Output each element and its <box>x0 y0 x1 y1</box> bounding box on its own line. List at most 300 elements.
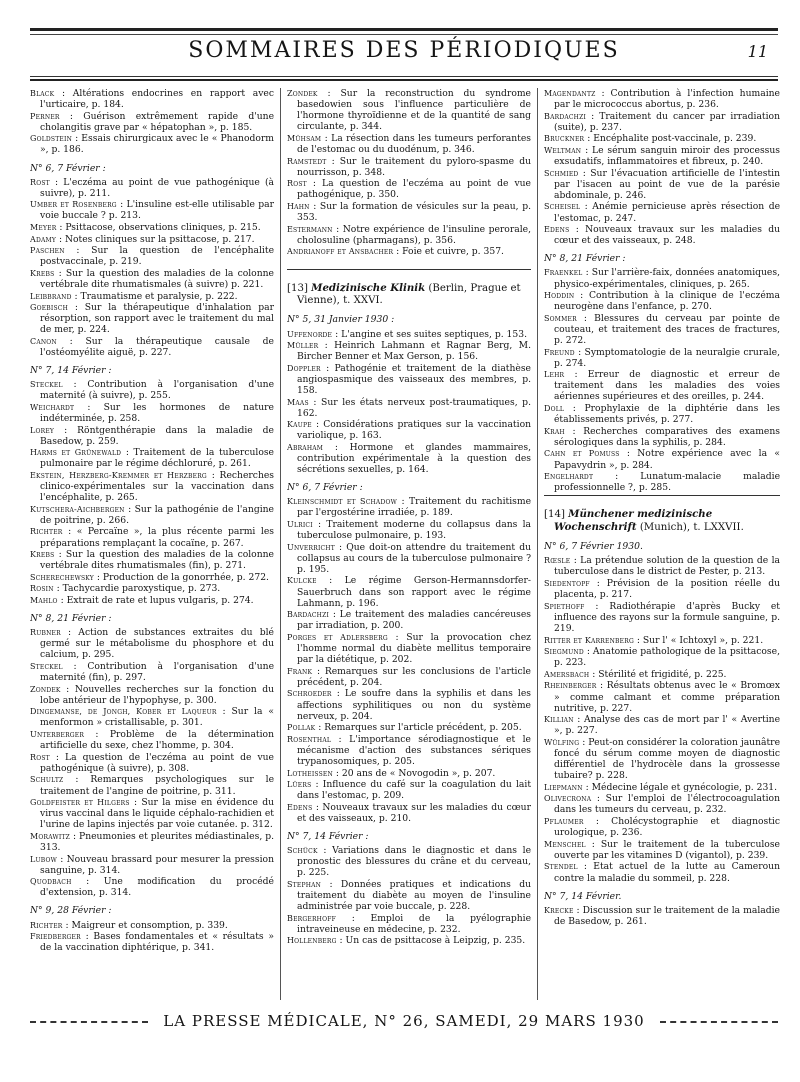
entry-author: Weichardt <box>30 402 75 412</box>
entry-text: : Encéphalite post-vaccinale, p. 239. <box>587 133 757 145</box>
index-entry <box>30 729 274 751</box>
issue-heading: N° 9, 28 Février : <box>30 905 112 917</box>
index-entry <box>544 861 780 883</box>
entry-author: Schultz <box>30 775 64 785</box>
entry-text: : Sur la pathogénie de l'angine de poitrine, p. 266. <box>40 503 274 526</box>
page-header <box>30 36 778 74</box>
index-entry <box>30 931 274 953</box>
entry-author: Perner <box>30 111 60 121</box>
entry-author: Pollak <box>287 723 316 733</box>
index-entry <box>287 224 531 246</box>
index-entry <box>30 526 274 548</box>
index-entry <box>287 397 531 419</box>
entry-text: : Sur la question de l'encéphalite postvaccinale, p. 219. <box>40 245 274 268</box>
index-entry <box>544 555 780 577</box>
index-entry <box>544 680 780 713</box>
issue-heading: N° 8, 21 Février : <box>544 253 626 265</box>
entry-author: Mühsam <box>287 133 322 143</box>
entry-author: Pflaumer <box>544 817 584 827</box>
entry-author: Richter <box>30 920 63 930</box>
index-entry <box>287 879 531 912</box>
index-entry <box>30 854 274 876</box>
entry-text: : Röntgenthérapie dans la maladie de Basedow, p. 259. <box>40 424 274 447</box>
entry-text: : Pneumonies et pleurites médiastinales, p. 313. <box>40 830 274 853</box>
entry-author: Goebisch <box>30 303 69 313</box>
entry-text: : Sur les états nerveux post-traumatiques, p. 162. <box>297 396 531 419</box>
entry-text: : Psittacose, observations cliniques, p. 215. <box>59 222 261 234</box>
issue-heading: N° 7, 14 Février : <box>30 365 112 377</box>
entry-text: : Notre expérience de l'insuline perorale, cholosuline (pharmagans), p. 356. <box>297 223 531 246</box>
entry-author: Killian <box>544 715 574 725</box>
index-entry <box>544 635 780 646</box>
entry-author: Bergerhoff <box>287 913 336 923</box>
entry-text: : Prophylaxie de la diphtérie dans les établissements privés, p. 277. <box>554 403 780 426</box>
entry-text: : Remarques psychologiques sur le traitement de l'angine de poitrine, p. 311. <box>40 774 274 797</box>
entry-text: : Heinrich Lahmann et Ragnar Berg, M. Bircher Benner et Max Gerson, p. 156. <box>297 340 531 363</box>
index-entry <box>30 504 274 526</box>
index-entry <box>30 583 274 594</box>
entry-text: : La résection dans les tumeurs perforantes de l'estomac ou du duodénum, p. 346. <box>297 132 531 155</box>
entry-text: : Sur la provocation chez l'homme normal du diabète mellitus temporaire par la diététique, p. 202. <box>297 631 531 666</box>
header-bottom-rule <box>30 76 778 77</box>
index-entry <box>287 575 531 608</box>
entry-text: : Contribution à l'organisation d'une maternité (fin), p. 297. <box>40 661 274 684</box>
index-entry <box>287 133 531 155</box>
index-entry <box>544 782 780 793</box>
index-entry <box>30 402 274 424</box>
entry-author: Ritter et Karrenberg <box>544 635 634 645</box>
entry-author: Unverricht <box>287 542 335 552</box>
entry-text: : « Percaïne », la plus récente parmi les préparations remplaçant la cocaïne, p. 267. <box>40 526 274 549</box>
entry-author: Estermann <box>287 224 333 234</box>
entry-text: : Traitement moderne du collapsus dans la tuberculose pulmonaire, p. 193. <box>297 519 531 542</box>
index-entry <box>544 737 780 781</box>
issue-heading: N° 5, 31 Janvier 1930 : <box>287 314 395 326</box>
index-entry <box>287 722 531 733</box>
entry-author: Scherechewsky <box>30 572 94 582</box>
entry-author: Zondek <box>287 89 318 98</box>
journal-details: (Berlin, Prague et Vienne), t. XXVI. <box>297 283 521 307</box>
entry-text: : Notre expérience avec la « Papavydrin », p. 284. <box>554 448 780 471</box>
entry-author: Doll <box>544 404 565 414</box>
entry-author: Schroeder <box>287 689 332 699</box>
index-entry <box>544 426 780 448</box>
entry-text: : Lunatum-malacie maladie professionnelle ?, p. 285. <box>554 471 780 494</box>
entry-text: : Foie et cuivre, p. 357. <box>396 246 504 258</box>
index-entry <box>30 595 274 606</box>
entry-text: : Bases fondamentales et « résultats » de la vaccination diphtérique, p. 341. <box>40 931 274 954</box>
entry-author: Schmied <box>544 168 579 178</box>
column-3 <box>544 88 780 1004</box>
entry-text: : Un cas de psittacose à Leipzig, p. 235. <box>339 935 526 947</box>
entry-text: : Influence du café sur la coagulation du lait dans l'estomac, p. 209. <box>297 779 531 802</box>
entry-author: Rubner <box>30 628 61 638</box>
entry-author: Rheinberger <box>544 681 597 691</box>
section-rule <box>287 269 531 270</box>
entry-text: : Anémie pernicieuse après résection de l'estomac, p. 247. <box>554 201 780 224</box>
index-entry <box>30 706 274 728</box>
entry-author: Kaupe <box>287 420 312 430</box>
entry-text: : Erreur de diagnostic et erreur de traitement dans les maladies des voies aériennes supérieures et des oreilles, p. 244. <box>554 369 780 403</box>
page-footer <box>30 1010 778 1036</box>
entry-text: : Action de substances extraites du blé germé sur le métabolisme du phosphore et du calcium, p. 295. <box>40 627 274 661</box>
entry-author: Goldfeister et Hilgers <box>30 798 130 808</box>
index-entry <box>30 684 274 706</box>
journal-name: Medizinische Klinik <box>311 282 426 295</box>
entry-text: : Sur l' « Ichtoxyl », p. 221. <box>636 634 764 646</box>
entry-text: : Prévision de la position réelle du placenta, p. 217. <box>554 578 780 601</box>
index-entry <box>287 845 531 878</box>
entry-author: Hoddin <box>544 291 575 301</box>
entry-author: Umber et Rosenberg <box>30 200 117 210</box>
index-entry <box>30 234 274 245</box>
index-entry <box>30 336 274 358</box>
entry-author: Krecke <box>544 905 574 915</box>
entry-author: Menschel <box>544 839 586 849</box>
entry-text: : Maigreur et consomption, p. 339. <box>65 919 228 931</box>
entry-author: Kleinschmidt et Schadow <box>287 497 397 507</box>
index-entry <box>30 133 274 155</box>
index-entry <box>287 178 531 200</box>
index-entry <box>544 88 780 110</box>
entry-text: : Sur la mise en évidence du virus vaccinal dans le liquide céphalo-rachidien et l'urine de lapins injectés par voie cutanée. p. 312. <box>40 797 274 831</box>
entry-text: : Sur l'arrière-faix, données anatomiques, physico-expérimentales, cliniques, p. 265. <box>554 267 780 290</box>
entry-text: : Notes cliniques sur la psittacose, p. 217. <box>58 233 255 245</box>
index-entry <box>287 246 531 257</box>
entry-text: : Recherches clinico-expérimentales sur la vaccination dans l'encéphalite, p. 265. <box>40 470 274 504</box>
entry-text: : Anatomie pathologique de la psittacose, p. 223. <box>554 646 780 669</box>
index-entry <box>30 876 274 898</box>
index-entry <box>287 88 531 132</box>
entry-text: : La prétendue solution de la question de la tuberculose dans le district de Pester, p. 213. <box>554 555 780 578</box>
entry-text: : Tachycardie paroxystique, p. 273. <box>56 583 221 595</box>
entry-author: Paschen <box>30 246 65 256</box>
index-entry <box>287 340 531 362</box>
entry-text: : Contribution à l'infection humaine par le micrococcus abortus, p. 236. <box>554 88 780 111</box>
entry-text: : Symptomatologie de la neuralgie crurale, p. 274. <box>554 346 780 369</box>
entry-text: : Pathogénie et traitement de la diathèse angiospasmique des vaisseaux des membres, p. 158. <box>297 362 531 396</box>
issue-heading: N° 6, 7 Février : <box>287 482 363 494</box>
entry-author: Scheisel <box>544 202 581 212</box>
entry-text: : Le régime Gerson-Hermannsdorfer-Sauerbruch dans son rapport avec le régime Lahmann, p. 196. <box>297 575 531 609</box>
index-entry <box>30 245 274 267</box>
entry-text: : Sur l'emploi de l'électrocoagulation dans les tumeurs du cerveau, p. 232. <box>554 793 780 816</box>
entry-text: : Nouveau brassard pour mesurer la pression sanguine, p. 314. <box>40 853 274 876</box>
entry-author: Rosenthal <box>287 734 332 744</box>
entry-author: Ramstedt <box>287 156 327 166</box>
entry-author: Siedentopf <box>544 579 590 589</box>
index-entry <box>544 669 780 680</box>
entry-text: : L'insuline est-elle utilisable par voie buccale ? p. 213. <box>40 199 274 222</box>
entry-text: : La question de l'eczéma au point de vue pathogénique, p. 350. <box>297 178 531 201</box>
index-entry <box>287 496 531 518</box>
entry-author: Rost <box>287 179 307 189</box>
index-entry <box>287 442 531 475</box>
entry-text: : Le traitement des maladies cancéreuses par irradiation, p. 200. <box>297 609 531 632</box>
entry-text: : Contribution à l'organisation d'une maternité (à suivre), p. 255. <box>40 379 274 402</box>
index-entry <box>544 168 780 201</box>
entry-author: Edens <box>544 225 570 235</box>
entry-text: : L'angine et ses suites septiques, p. 153. <box>335 328 527 340</box>
entry-author: Müller <box>287 341 319 351</box>
index-entry <box>30 88 274 110</box>
entry-author: Edens <box>287 802 313 812</box>
entry-author: Magendantz <box>544 89 596 98</box>
index-entry <box>287 363 531 396</box>
index-entry <box>30 774 274 796</box>
index-entry <box>287 201 531 223</box>
journal-title <box>544 508 780 534</box>
entry-text: : Que doit-on attendre du traitement du collapsus au cours de la tuberculose pulmonaire ? p. 195. <box>297 541 531 575</box>
entry-author: Porges et Adlersberg <box>287 632 388 642</box>
index-entry <box>544 133 780 144</box>
index-entry <box>287 768 531 779</box>
entry-author: Richter <box>30 527 63 537</box>
entry-author: Goldstein <box>30 134 73 144</box>
index-entry <box>30 549 274 571</box>
entry-author: Frank <box>287 666 313 676</box>
index-entry <box>287 666 531 688</box>
entry-author: Cahn et Pomuss <box>544 449 620 459</box>
entry-author: Hollenberg <box>287 936 337 946</box>
entry-text: : Médecine légale et gynécologie, p. 231. <box>585 781 778 793</box>
index-entry <box>544 905 780 927</box>
entry-author: Bardachzi <box>287 610 330 620</box>
column-divider <box>537 88 538 1000</box>
entry-author: Spiethoff <box>544 601 585 611</box>
journal-number: [13] <box>287 283 308 295</box>
entry-text: : Traitement du cancer par irradiation (suite), p. 237. <box>554 110 780 133</box>
entry-text: : Etat actuel de la lutte au Cameroun contre la maladie du sommeil, p. 228. <box>554 861 780 884</box>
entry-text: : Traumatisme et paralysie, p. 222. <box>74 290 238 302</box>
index-entry <box>30 831 274 853</box>
entry-text: : L'importance sérodiagnostique et le mécanisme d'action des substances sériques trypanosomiques, p. 205. <box>297 733 531 767</box>
entry-text: : Emploi de la pyélographie intraveineuse en médecine, p. 232. <box>297 912 531 935</box>
index-entry <box>30 572 274 583</box>
entry-text: : Le soufre dans la syphilis et dans les affections syphilitiques ou non du système nerveux, p. 204. <box>297 688 531 722</box>
entry-author: Morawitz <box>30 831 71 841</box>
entry-text: : Problème de la détermination artificielle du sexe, chez l'homme, p. 304. <box>40 729 274 752</box>
entry-text: : Sur la question des maladies de la colonne vertébrale dites rhumatismales (fin), p. 271. <box>40 549 274 572</box>
entry-author: Quodbach <box>30 877 72 887</box>
header-bottom-rule-thick <box>30 79 778 81</box>
entry-author: Olivecrona <box>544 794 592 804</box>
page-number: 11 <box>747 42 768 61</box>
entry-text: : Essais chirurgicaux avec le « Phanodorm », p. 186. <box>40 133 274 156</box>
index-entry <box>544 145 780 167</box>
entry-author: Steckel <box>30 380 63 390</box>
entry-author: Krah <box>544 426 565 436</box>
entry-author: Schück <box>287 846 318 856</box>
entry-author: Stephan <box>287 879 322 889</box>
entry-author: Unterberger <box>30 730 85 740</box>
section-rule <box>544 495 780 496</box>
entry-author: Mahlo <box>30 596 58 606</box>
index-entry <box>30 447 274 469</box>
entry-author: Dingemanse, de Jongh, Kober et Laqueur <box>30 707 217 717</box>
entry-text: : Sur la thérapeutique d'inhalation par résorption, son rapport avec le traitement du mal de mer, p. 224. <box>40 302 274 336</box>
journal-name: Münchener medizinische Wochenschrift <box>554 508 713 534</box>
entry-author: Doppler <box>287 363 321 373</box>
entry-author: Rost <box>30 177 50 187</box>
entry-author: Weltman <box>544 145 582 155</box>
entry-author: Ekstein, Herzberg-Kremmer et Herzberg <box>30 471 207 480</box>
journal-number: [14] <box>544 509 565 521</box>
entry-author: Andrianoff et Ansbacher <box>287 247 394 257</box>
entry-text: : Nouveaux travaux sur les maladies du cœur et des vaisseaux, p. 248. <box>554 224 780 247</box>
index-entry <box>287 419 531 441</box>
index-entry <box>544 448 780 470</box>
entry-author: Freund <box>544 347 575 357</box>
entry-text: : Remarques sur les conclusions de l'article précédent, p. 204. <box>297 665 531 688</box>
index-entry <box>544 224 780 246</box>
entry-author: Lüers <box>287 780 312 790</box>
index-entry <box>544 471 780 493</box>
index-entry <box>30 222 274 233</box>
entry-text: : Blessures du cerveau par pointe de couteau, et traitement des traces de fractures, p. 272. <box>554 312 780 346</box>
index-entry <box>30 752 274 774</box>
index-entry <box>287 329 531 340</box>
column-2 <box>287 88 531 1004</box>
index-entry <box>30 302 274 335</box>
entry-text: : Production de la gonorrhée, p. 272. <box>96 571 269 583</box>
entry-author: Abraham <box>287 442 324 452</box>
header-rule-thick <box>30 28 778 31</box>
entry-text: : Extrait de rate et lupus vulgaris, p. 274. <box>60 595 254 607</box>
entry-author: Stendel <box>544 862 578 872</box>
entry-text: : Altérations endocrines en rapport avec l'urticaire, p. 184. <box>40 88 274 111</box>
entry-text: : Contribution à la clinique de l'eczéma neurogène dans l'enfance, p. 270. <box>554 290 780 313</box>
index-entry <box>544 290 780 312</box>
entry-text: : Cholécystographie et diagnostic urologique, p. 236. <box>554 816 780 839</box>
index-entry <box>287 935 531 946</box>
footer-text: LA PRESSE MÉDICALE, N° 26, SAMEDI, 29 MARS 1930 <box>163 1012 645 1030</box>
entry-text: : Recherches comparatives des examens sérologiques dans la syphilis, p. 284. <box>554 425 780 448</box>
entry-text: : Hormone et glandes mammaires, contribution expérimentale à la question des sécrétions sexuelles, p. 164. <box>297 441 531 476</box>
header-rule-thin <box>30 34 778 35</box>
entry-author: Ulrici <box>287 520 313 529</box>
entry-author: Hahn <box>287 201 310 211</box>
issue-heading: N° 6, 7 Février : <box>30 162 106 174</box>
entry-text: : Variations dans le diagnostic et dans le pronostic des blessures du crâne et du cerveau, p. 225. <box>297 845 531 879</box>
entry-text: : Sur les hormones de nature indéterminée, p. 258. <box>40 401 274 425</box>
entry-text: : Sur la question des maladies de la colonne vertébrale dite rhumatismales (à suivre) p. 221. <box>40 267 274 290</box>
index-entry <box>30 291 274 302</box>
index-entry <box>287 156 531 178</box>
issue-heading: N° 8, 21 Février : <box>30 613 112 625</box>
entry-author: Steckel <box>30 662 63 671</box>
entry-text: : Sur le traitement du pyloro-spasme du nourrisson, p. 348. <box>297 155 531 178</box>
entry-text: : Sur l'évacuation artificielle de l'intestin par l'isacen au point de vue de la parésie abdominale, p. 246. <box>554 167 780 201</box>
entry-author: Liepmann <box>544 782 583 792</box>
index-entry <box>30 379 274 401</box>
entry-text: : Considérations pratiques sur la vaccination variolique, p. 163. <box>297 419 531 442</box>
entry-text: : Sur la thérapeutique causale de l'ostéomyélite aiguë, p. 227. <box>40 335 274 359</box>
entry-text: : Sur la « menformon » cristallisable, p. 301. <box>40 706 274 729</box>
entry-text: : Une modification du procédé d'extension, p. 314. <box>40 876 274 899</box>
entry-author: Rost <box>30 752 50 762</box>
entry-text: : Traitement du rachitisme par l'ergostérine irradiée, p. 189. <box>297 496 531 519</box>
index-entry <box>287 632 531 665</box>
entry-author: Friedberger <box>30 932 81 942</box>
entry-text: : Le sérum sanguin miroir des processus exsudatifs, inflammatoires et fibreux, p. 240. <box>554 144 780 168</box>
index-entry <box>30 797 274 830</box>
index-entry <box>544 816 780 838</box>
index-entry <box>544 313 780 346</box>
entry-author: Amersbach <box>544 669 590 679</box>
entry-author: Leibbrand <box>30 291 72 301</box>
index-entry <box>30 425 274 447</box>
index-entry <box>287 779 531 801</box>
entry-text: : Radiothérapie d'après Bucky et influence des rayons sur la formule sanguine, p. 219. <box>554 600 780 634</box>
journal-title <box>287 282 531 307</box>
entry-text: : Résultats obtenus avec le « Bromœx » comme calmant et comme préparation nutritive, p. 227. <box>554 680 780 714</box>
entry-author: Siegmund <box>544 647 584 657</box>
entry-author: Zondek <box>30 684 61 694</box>
issue-heading: N° 6, 7 Février 1930. <box>544 541 643 553</box>
index-entry <box>544 201 780 223</box>
entry-author: Bruckner <box>544 134 585 144</box>
entry-author: Meyer <box>30 223 57 233</box>
entry-author: Krebs <box>30 268 55 278</box>
entry-text: : Données pratiques et indications du traitement du diabète au moyen de l'insuline administrée par voie buccale, p. 228. <box>297 878 531 913</box>
entry-text: : Remarques sur l'article précédent, p. 205. <box>318 722 522 734</box>
journal-details: (Munich), t. LXXVII. <box>639 522 744 534</box>
entry-text: : Sur la formation de vésicules sur la peau, p. 353. <box>297 200 531 224</box>
entry-text: : Analyse des cas de mort par l' « Avertine », p. 227. <box>554 714 780 737</box>
column-divider <box>280 88 281 1000</box>
entry-author: Sommer <box>544 313 577 323</box>
entry-author: Kulcke <box>287 576 317 586</box>
index-entry <box>544 267 780 289</box>
entry-author: Black <box>30 89 55 98</box>
entry-author: Adamy <box>30 234 57 244</box>
index-entry <box>287 542 531 575</box>
entry-text: : Discussion sur le traitement de la maladie de Basedow, p. 261. <box>554 904 780 927</box>
entry-text: : Stérilité et frigidité, p. 225. <box>592 668 727 680</box>
index-entry <box>30 627 274 660</box>
entry-text: : Traitement de la tuberculose pulmonaire par le régime déchloruré, p. 261. <box>40 447 274 470</box>
index-entry <box>287 688 531 721</box>
entry-author: Canon <box>30 336 57 346</box>
index-entry <box>30 268 274 290</box>
entry-text: : Guérison extrêmement rapide d'une cholangitis grave par « hépatophan », p. 185. <box>40 110 274 133</box>
entry-author: Krebs <box>30 550 55 560</box>
entry-author: Rœsle <box>544 556 571 566</box>
entry-author: Fraenkel <box>544 268 583 278</box>
index-entry <box>544 793 780 815</box>
index-entry <box>30 199 274 221</box>
index-entry <box>544 839 780 861</box>
index-entry <box>544 646 780 668</box>
index-entry <box>30 177 274 199</box>
index-entry <box>30 661 274 683</box>
entry-author: Engelhardt <box>544 472 594 482</box>
index-entry <box>30 470 274 503</box>
index-entry <box>287 734 531 767</box>
index-entry <box>287 519 531 541</box>
entry-author: Harms et Grünewald <box>30 448 122 458</box>
entry-author: Lubow <box>30 854 57 864</box>
index-entry <box>544 369 780 402</box>
entry-text: : La question de l'eczéma au point de vue pathogénique (à suivre), p. 308. <box>40 751 274 774</box>
entry-text: : Nouveaux travaux sur les maladies du cœur et des vaisseaux, p. 210. <box>297 801 531 824</box>
entry-text: : Sur la reconstruction du syndrome basedowien sous l'influence particulière de l'hormone thyroïdienne et de la quantité de sang circulante, p. 344. <box>297 88 531 133</box>
index-entry <box>30 920 274 931</box>
entry-text: : 20 ans de « Novogodin », p. 207. <box>335 767 496 779</box>
page-title: SOMMAIRES DES PÉRIODIQUES <box>188 38 620 63</box>
issue-heading: N° 7, 14 Février : <box>287 831 369 843</box>
